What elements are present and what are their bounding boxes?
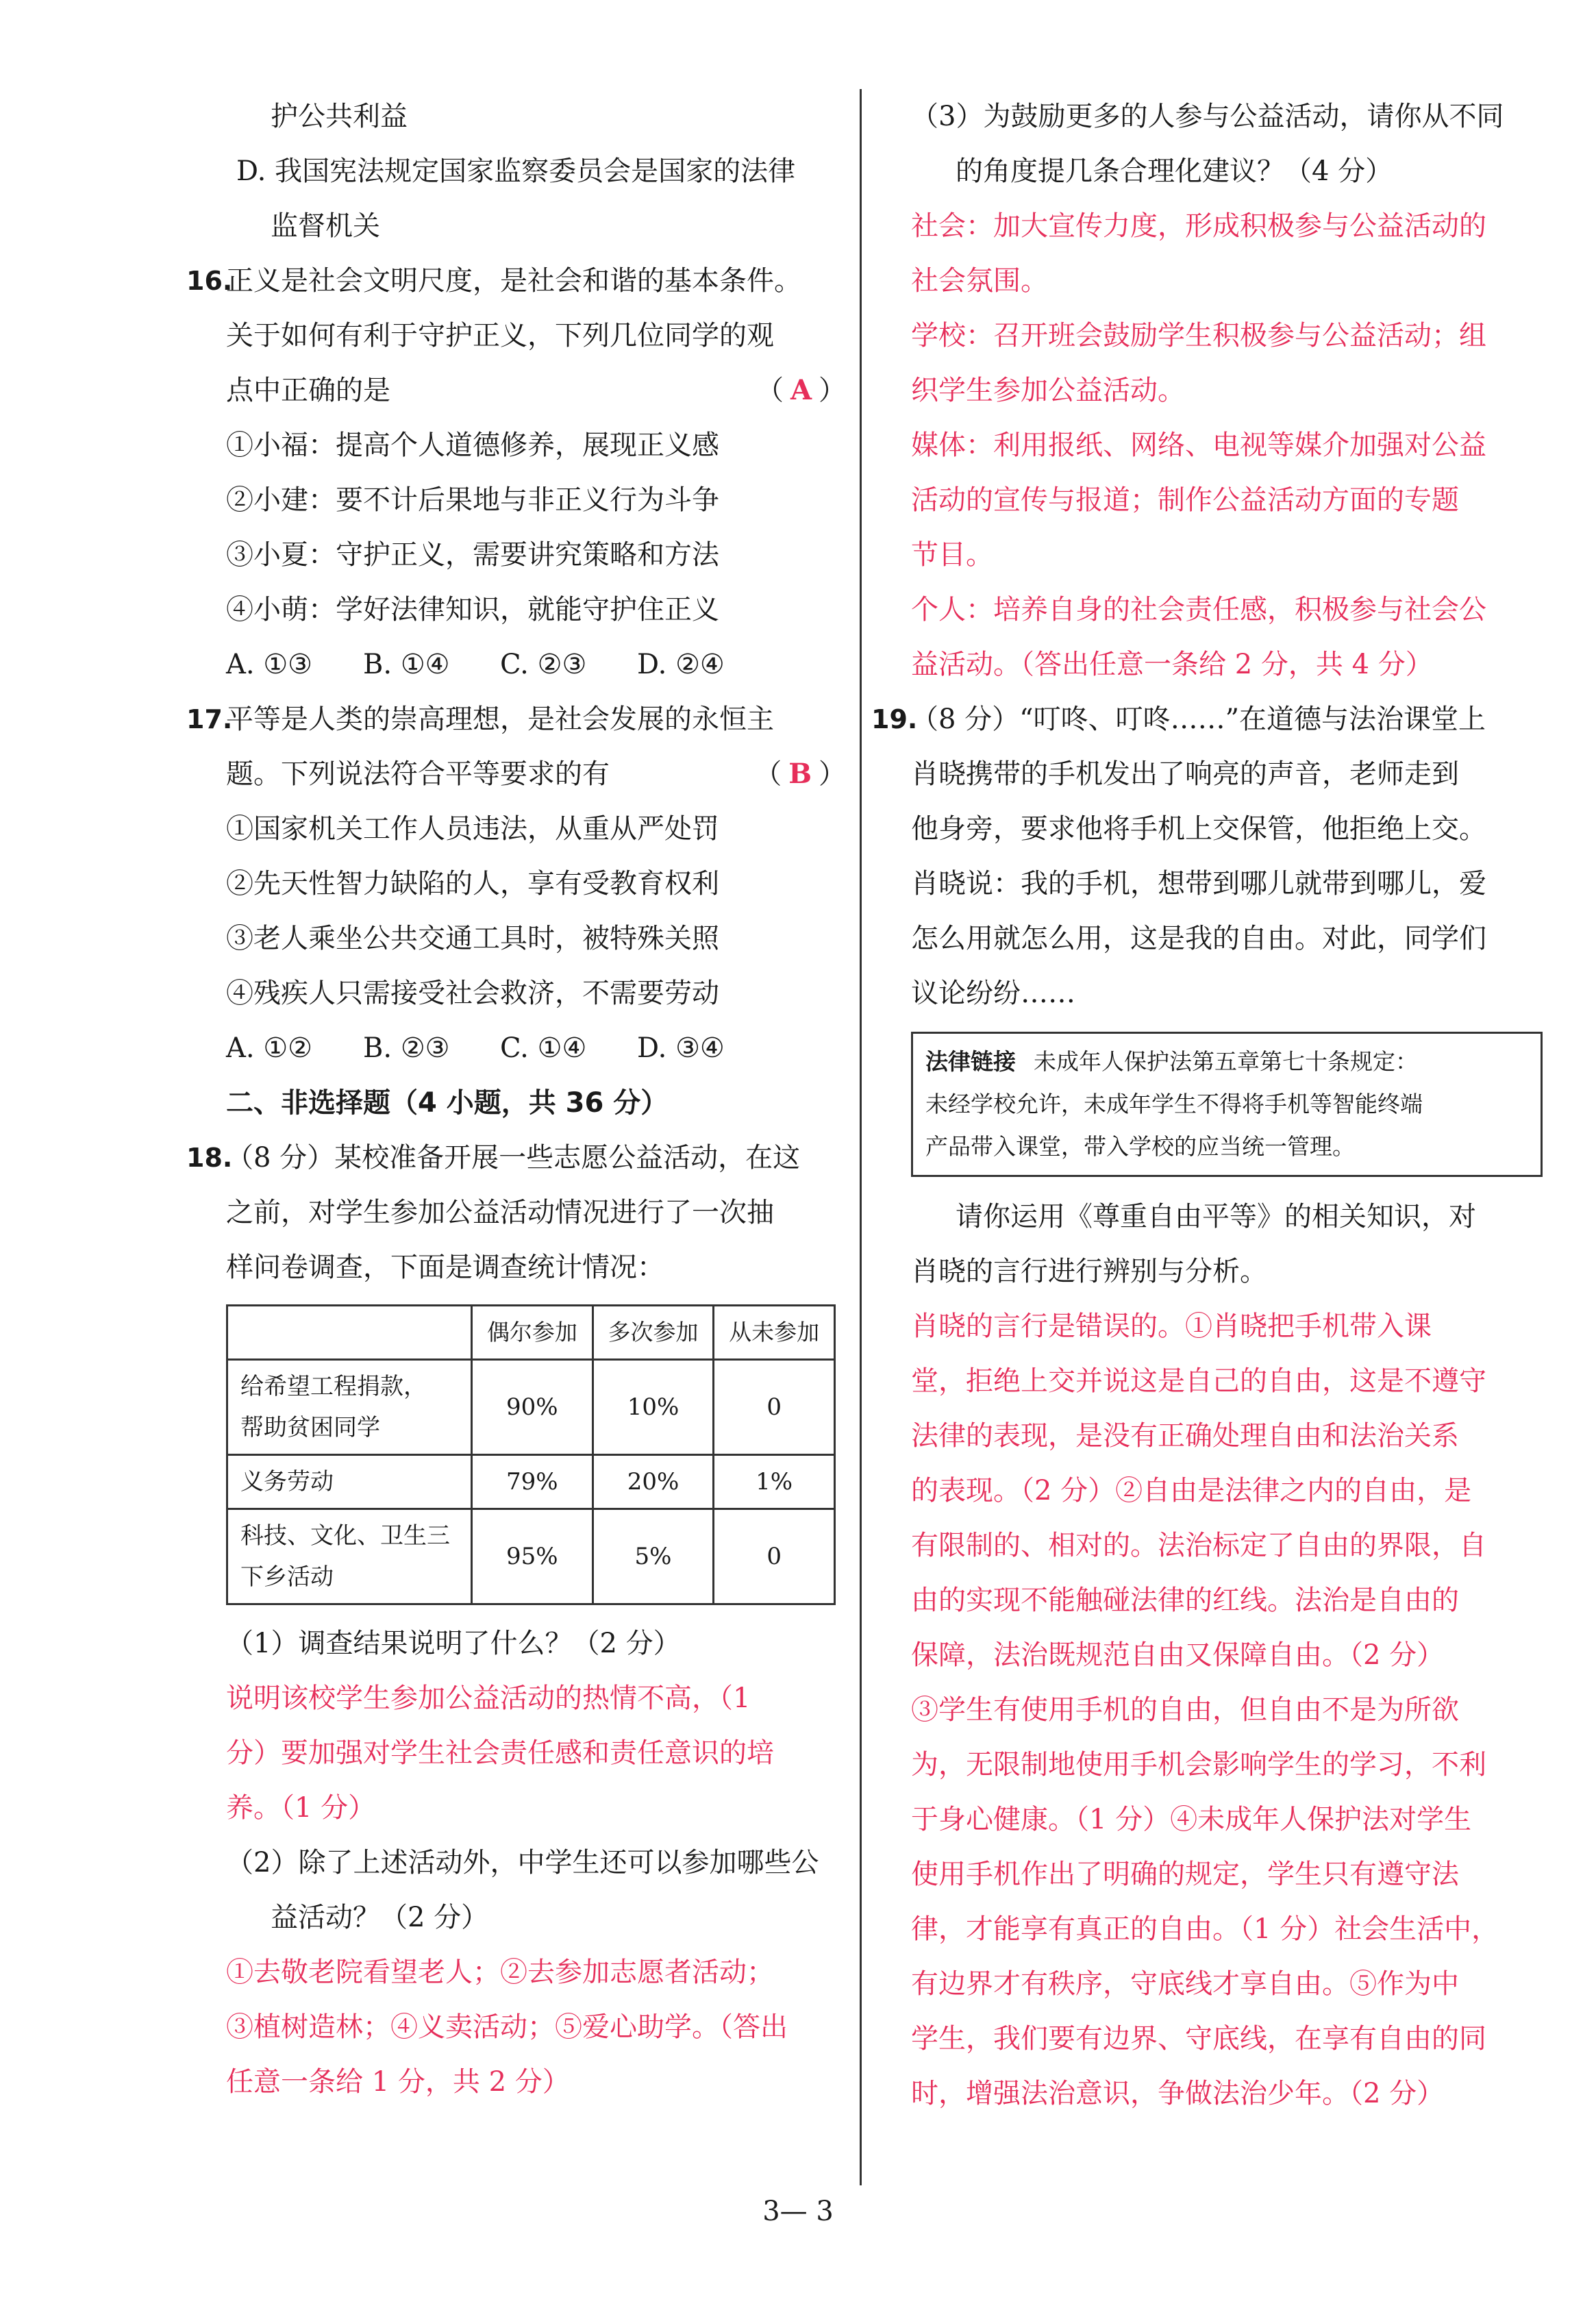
- table-header-row: [227, 1306, 835, 1360]
- q19-answer-line: ③学生有使用手机的自由，但自由不是为所欲: [911, 1694, 1459, 1726]
- q18-sub3-answer-line: 活动的宣传与报道；制作公益活动方面的专题: [911, 484, 1459, 516]
- q19-stem-line: 议论纷纷……: [911, 978, 1075, 1009]
- table-row-label: 给希望工程捐款， 帮助贫困同学: [227, 1360, 472, 1455]
- q19-answer-line: 堂，拒绝上交并说这是自己的自由，这是不遵守: [911, 1365, 1486, 1397]
- q19-answer-line: 律，才能享有真正的自由。（1 分）社会生活中，: [911, 1913, 1499, 1945]
- q17-number: 17.: [186, 704, 233, 734]
- q18-sub1-answer-line3: 养。（1 分）: [226, 1792, 376, 1824]
- q17-item-4: ④残疾人只需接受社会救济，不需要劳动: [226, 978, 719, 1009]
- q16-option-a: A. ①③: [226, 649, 313, 680]
- q19-answer-line: 使用手机作出了明确的规定，学生只有遵守法: [911, 1859, 1459, 1890]
- q17-item-1: ①国家机关工作人员违法，从重从严处罚: [226, 813, 719, 845]
- table-row: [227, 1509, 835, 1604]
- q18-sub2-question-line1: （2）除了上述活动外，中学生还可以参加哪些公: [226, 1847, 819, 1878]
- q17-answer: B: [788, 758, 812, 790]
- q18-sub3-question-line2: 的角度提几条合理化建议？（4 分）: [956, 156, 1393, 187]
- table-row-label: 科技、文化、卫生三 下乡活动: [227, 1509, 472, 1604]
- q16-stem-line1: 16. 正义是社会文明尺度，是社会和谐的基本条件。: [226, 253, 846, 308]
- right-column: [871, 89, 1541, 2121]
- q17-stem-line2: 题。下列说法符合平等要求的有 （ B ）: [226, 747, 846, 802]
- table-cell: 20%: [593, 1455, 714, 1509]
- q19-question-line1: 请你运用《尊重自由平等》的相关知识，对: [956, 1201, 1476, 1232]
- q18-sub3-answer-line: 学校：召开班会鼓励学生积极参与公益活动；组: [911, 320, 1486, 351]
- q16-answer: A: [790, 374, 812, 406]
- q19-answer-line: 法律的表现，是没有正确处理自由和法治关系: [911, 1420, 1459, 1452]
- survey-table: [226, 1304, 836, 1605]
- q19-stem-line: 他身旁，要求他将手机上交保管，他拒绝上交。: [911, 813, 1486, 845]
- legal-link-box: [911, 1032, 1543, 1177]
- q16-item-2: ②小建：要不计后果地与非正义行为斗争: [226, 484, 719, 516]
- table-header-cell: 从未参加: [714, 1306, 835, 1360]
- q16-answer-bracket: （ A ）: [756, 374, 846, 406]
- q19-answer-line: 时，增强法治意识，争做法治少年。（2 分）: [911, 2078, 1445, 2109]
- table-header-cell: [227, 1306, 472, 1360]
- q18-stem-line1: 18. （8 分）某校准备开展一些志愿公益活动，在这: [226, 1130, 846, 1185]
- q19-answer-line: 为，无限制地使用手机会影响学生的学习，不利: [911, 1749, 1486, 1780]
- q19-question-line2: 肖晓的言行进行辨别与分析。: [911, 1256, 1267, 1287]
- legal-link-text: 产品带入课堂，带入学校的应当统一管理。: [925, 1133, 1355, 1160]
- table-cell: 90%: [472, 1360, 593, 1455]
- q19-answer-line: 有边界才有秩序，守底线才享自由。⑤作为中: [911, 1968, 1459, 2000]
- table-header-cell: 多次参加: [593, 1306, 714, 1360]
- q15-option-d-cont: 监督机关: [271, 210, 380, 242]
- q16-number: 16.: [186, 266, 233, 296]
- q18-sub2-answer-line3: 任意一条给 1 分，共 2 分）: [226, 2066, 570, 2098]
- column-divider: [860, 89, 862, 2185]
- q17-option-d: D. ③④: [637, 1032, 725, 1064]
- q18-sub3-answer-line: 益活动。（答出任意一条给 2 分，共 4 分）: [911, 649, 1433, 680]
- q15-option-c-tail: 护公共利益: [271, 101, 408, 132]
- q18-sub3-question-line1: （3）为鼓励更多的人参与公益活动，请你从不同: [911, 101, 1504, 132]
- q16-options: [226, 637, 846, 692]
- q18-stem-line2: 之前，对学生参加公益活动情况进行了一次抽: [226, 1197, 774, 1228]
- q18-sub3-answer-line: 节目。: [911, 539, 993, 571]
- q19-answer-line: 于身心健康。（1 分）④未成年人保护法对学生: [911, 1804, 1472, 1835]
- table-cell: 95%: [472, 1509, 593, 1604]
- legal-link-label: 法律链接: [925, 1048, 1016, 1075]
- q18-sub3-answer-line: 织学生参加公益活动。: [911, 375, 1185, 406]
- q16-item-1: ①小福：提高个人道德修养，展现正义感: [226, 430, 719, 461]
- q18-sub3-answer-line: 个人：培养自身的社会责任感，积极参与社会公: [911, 594, 1486, 625]
- q19-answer-line: 学生，我们要有边界、守底线，在享有自由的同: [911, 2023, 1486, 2055]
- page-number: 3— 3: [762, 2196, 834, 2227]
- q16-option-b: B. ①④: [363, 649, 450, 680]
- q19-stem-line: 怎么用就怎么用，这是我的自由。对此，同学们: [911, 923, 1486, 954]
- table-header-cell: 偶尔参加: [472, 1306, 593, 1360]
- table-row-label: 义务劳动: [227, 1455, 472, 1509]
- q18-sub1-question: （1）调查结果说明了什么？（2 分）: [226, 1628, 681, 1659]
- section2-title: 二、非选择题（4 小题，共 36 分）: [226, 1087, 669, 1119]
- q18-sub3-answer-line: 媒体：利用报纸、网络、电视等媒介加强对公益: [911, 430, 1486, 461]
- q18-sub3-answer-line: 社会：加大宣传力度，形成积极参与公益活动的: [911, 210, 1486, 242]
- q17-answer-bracket: （ B ）: [754, 758, 846, 790]
- q19-stem-line: 肖晓说：我的手机，想带到哪儿就带到哪儿，爱: [911, 868, 1486, 899]
- q18-sub2-answer-line1: ①去敬老院看望老人；②去参加志愿者活动；: [226, 1957, 774, 1988]
- q17-stem-line1: 17. 平等是人类的崇高理想，是社会发展的永恒主: [226, 692, 846, 747]
- q19-answer-line: 有限制的、相对的。法治标定了自由的界限，自: [911, 1530, 1486, 1561]
- q19-number: 19.: [871, 704, 918, 734]
- table-cell: 0: [714, 1509, 835, 1604]
- table-cell: 79%: [472, 1455, 593, 1509]
- q16-stem-line2: 关于如何有利于守护正义，下列几位同学的观: [226, 320, 774, 351]
- table-cell: 0: [714, 1360, 835, 1455]
- q17-option-b: B. ②③: [363, 1032, 450, 1064]
- q19-stem-line1: 19. （8 分）“叮咚、叮咚……”在道德与法治课堂上: [911, 692, 1541, 747]
- q17-option-a: A. ①②: [226, 1032, 313, 1064]
- q16-item-4: ④小萌：学好法律知识，就能守护住正义: [226, 594, 719, 625]
- table-row: [227, 1360, 835, 1455]
- q16-stem-line3: 点中正确的是 （ A ）: [226, 363, 846, 418]
- q18-sub1-answer-line2: 分）要加强对学生社会责任感和责任意识的培: [226, 1737, 774, 1769]
- q19-answer-line: 保障，法治既规范自由又保障自由。（2 分）: [911, 1639, 1445, 1671]
- q17-option-c: C. ①④: [500, 1032, 587, 1064]
- q18-sub1-answer-line1: 说明该校学生参加公益活动的热情不高，（1: [226, 1683, 751, 1714]
- q18-sub2-question-line2: 益活动？（2 分）: [271, 1902, 489, 1933]
- q18-sub3-answer-line: 社会氛围。: [911, 265, 1048, 297]
- q17-item-2: ②先天性智力缺陷的人，享有受教育权利: [226, 868, 719, 899]
- q17-options: [226, 1021, 846, 1076]
- q18-sub2-answer-line2: ③植树造林；④义卖活动；⑤爱心助学。（答出: [226, 2011, 788, 2043]
- table-cell: 5%: [593, 1509, 714, 1604]
- left-column: [186, 89, 846, 2109]
- q15-option-d: D. 我国宪法规定国家监察委员会是国家的法律: [236, 156, 796, 187]
- q16-item-3: ③小夏：守护正义，需要讲究策略和方法: [226, 539, 719, 571]
- q19-stem-line: 肖晓携带的手机发出了响亮的声音，老师走到: [911, 758, 1459, 790]
- q18-number: 18.: [186, 1143, 233, 1173]
- legal-link-text: 未经学校允许，未成年学生不得将手机等智能终端: [925, 1091, 1423, 1117]
- table-row: [227, 1455, 835, 1509]
- q16-option-d: D. ②④: [637, 649, 725, 680]
- legal-link-text: 未成年人保护法第五章第七十条规定：: [1034, 1048, 1418, 1075]
- q19-answer-line: 肖晓的言行是错误的。①肖晓把手机带入课: [911, 1311, 1432, 1342]
- table-cell: 10%: [593, 1360, 714, 1455]
- table-cell: 1%: [714, 1455, 835, 1509]
- q17-item-3: ③老人乘坐公共交通工具时，被特殊关照: [226, 923, 719, 954]
- q19-answer-line: 的表现。（2 分）②自由是法律之内的自由，是: [911, 1475, 1472, 1506]
- q19-answer-line: 由的实现不能触碰法律的红线。法治是自由的: [911, 1585, 1459, 1616]
- q18-stem-line3: 样问卷调查，下面是调查统计情况：: [226, 1252, 664, 1283]
- q16-option-c: C. ②③: [500, 649, 587, 680]
